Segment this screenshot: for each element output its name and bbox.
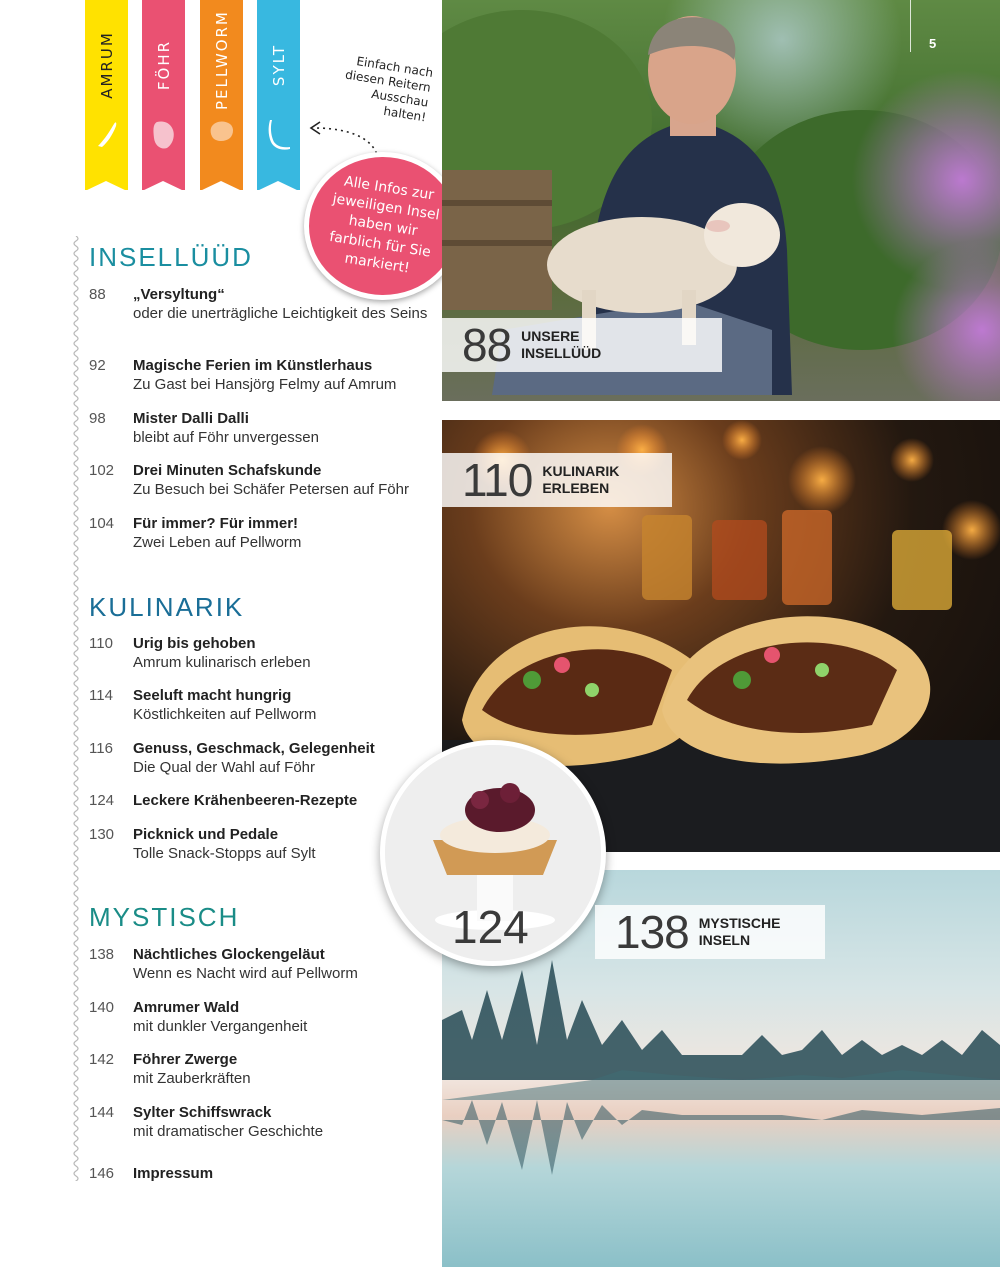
toc-entry-subtitle: Wenn es Nacht wird auf Pellworm <box>133 965 358 982</box>
toc-entry[interactable] <box>89 686 429 726</box>
toc-entry-subtitle: Zwei Leben auf Pellworm <box>133 534 302 551</box>
toc-entry-text <box>133 1103 433 1141</box>
toc-entry-title: Für immer? Für immer! <box>133 515 299 532</box>
toc-entry-title: Genuss, Geschmack, Gelegenheit <box>133 740 375 757</box>
mystisch-photo-label <box>595 905 825 959</box>
kulinarik-photo-label <box>442 453 672 507</box>
tab-pellworm-label: PELLWORM <box>212 10 231 110</box>
toc-entry-text <box>133 409 433 447</box>
toc-entry-title: Sylter Schiffswrack <box>133 1104 272 1121</box>
toc-entry-title: Leckere Krähenbeeren-Rezepte <box>133 792 358 809</box>
toc-entry-page-number: 88 <box>89 286 106 303</box>
mystisch-photo-label-text: MYSTISCHE INSELN <box>698 915 781 948</box>
toc-entry-subtitle: mit dunkler Vergangenheit <box>133 1018 308 1035</box>
pellworm-island-icon <box>208 118 236 144</box>
section-title-insellueued: INSELLÜÜD <box>89 242 253 272</box>
tab-amrum <box>85 0 128 190</box>
toc-entry-title: „Versyltung“ <box>133 286 225 303</box>
toc-entry-subtitle: Köstlichkeiten auf Pellworm <box>133 706 317 723</box>
toc-entry-page-number: 98 <box>89 410 106 427</box>
toc-entry-text <box>133 1050 433 1088</box>
toc-entry[interactable] <box>89 1050 429 1090</box>
toc-entry-subtitle: Zu Besuch bei Schäfer Petersen auf Föhr <box>133 481 409 498</box>
tab-sylt-label: SYLT <box>269 43 288 87</box>
info-circle-text: Alle Infos zur jeweiligen Insel haben wir farblich für Sie markiert! <box>328 172 441 277</box>
toc-entry-page-number: 110 <box>89 635 113 652</box>
toc-entry-title: Föhrer Zwerge <box>133 1051 238 1068</box>
toc-entry-subtitle: Tolle Snack-Stopps auf Sylt <box>133 845 316 862</box>
toc-entry[interactable] <box>89 285 429 325</box>
toc-entry-page-number: 104 <box>89 515 115 532</box>
wavy-divider <box>71 236 81 1181</box>
insellueued-photo-label <box>442 318 722 372</box>
tab-sylt <box>257 0 300 190</box>
toc-entry-text <box>133 945 433 983</box>
toc-entry-page-number: 140 <box>89 999 115 1016</box>
toc-entry-title: Mister Dalli Dalli <box>133 410 249 427</box>
amrum-island-icon <box>94 118 120 148</box>
page-number: 5 <box>929 36 937 51</box>
toc-entry-title: Drei Minuten Schafskunde <box>133 462 322 479</box>
toc-entry[interactable] <box>89 409 429 449</box>
toc-entry-page-number: 124 <box>89 792 115 809</box>
toc-entry-text <box>133 634 433 672</box>
kulinarik-photo-page-number: 110 <box>462 454 533 506</box>
kulinarik-photo-label-text: KULINARIK ERLEBEN <box>542 463 620 496</box>
insellueued-photo-label-text: UNSERE INSELLÜÜD <box>521 328 602 361</box>
tab-hint-note: Einfach nach diesen Reitern Ausschau halten! <box>344 54 435 125</box>
section-title-mystisch: MYSTISCH <box>89 902 240 932</box>
toc-entry-text <box>133 791 433 810</box>
foehr-island-icon <box>151 118 177 152</box>
toc-entry-text <box>133 686 433 724</box>
toc-entry[interactable] <box>89 739 429 779</box>
toc-entry[interactable] <box>89 461 429 501</box>
toc-entry-text <box>133 998 433 1036</box>
toc-entry-title: Nächtliches Glockengeläut <box>133 946 325 963</box>
toc-entry-title: Seeluft macht hungrig <box>133 687 292 704</box>
toc-entry-subtitle: mit Zauberkräften <box>133 1070 251 1087</box>
toc-entry[interactable] <box>89 998 429 1038</box>
insellueued-photo-page-number: 88 <box>462 319 512 371</box>
toc-entry[interactable] <box>89 634 429 674</box>
toc-entry-subtitle: Die Qual der Wahl auf Föhr <box>133 759 316 776</box>
toc-entry-text <box>133 356 433 394</box>
page-number-rule <box>910 0 911 52</box>
toc-entry-title: Picknick und Pedale <box>133 826 279 843</box>
sylt-island-icon <box>264 118 294 152</box>
toc-entry-page-number: 142 <box>89 1051 115 1068</box>
toc-entry-text <box>133 739 433 777</box>
toc-entry-page-number: 114 <box>89 687 113 704</box>
toc-entry[interactable] <box>89 825 429 865</box>
toc-entry[interactable] <box>89 1164 429 1184</box>
toc-entry[interactable] <box>89 1103 429 1143</box>
toc-entry-text <box>133 1164 433 1183</box>
toc-entry-subtitle: Amrum kulinarisch erleben <box>133 654 311 671</box>
toc-entry-title: Magische Ferien im Künstlerhaus <box>133 357 373 374</box>
toc-entry-page-number: 144 <box>89 1104 115 1121</box>
toc-entry-text <box>133 461 433 499</box>
toc-entry-subtitle: Zu Gast bei Hansjörg Felmy auf Amrum <box>133 376 397 393</box>
tab-foehr-label: FÖHR <box>154 39 173 91</box>
toc-entry-title: Amrumer Wald <box>133 999 240 1016</box>
toc-entry-page-number: 146 <box>89 1165 115 1182</box>
toc-entry-title: Impressum <box>133 1165 214 1182</box>
tab-amrum-label: AMRUM <box>97 31 116 99</box>
toc-entry-page-number: 92 <box>89 357 106 374</box>
toc-entry-page-number: 130 <box>89 826 115 843</box>
cake-photo-page-number: 124 <box>452 901 529 953</box>
toc-entry-page-number: 102 <box>89 462 115 479</box>
toc-entry[interactable] <box>89 791 429 811</box>
toc-entry-page-number: 116 <box>89 740 113 757</box>
toc-entry-title: Urig bis gehoben <box>133 635 256 652</box>
toc-entry-text <box>133 514 433 552</box>
toc-entry-text <box>133 285 433 323</box>
mystisch-photo-page-number: 138 <box>615 906 689 958</box>
toc-entry-subtitle: oder die unerträgliche Leichtigkeit des Seins <box>133 305 428 322</box>
toc-entry[interactable] <box>89 945 429 985</box>
toc-entry-subtitle: bleibt auf Föhr unvergessen <box>133 429 319 446</box>
info-circle-badge <box>304 152 462 300</box>
section-title-kulinarik: KULINARIK <box>89 592 245 622</box>
toc-entry-page-number: 138 <box>89 946 115 963</box>
toc-entry[interactable] <box>89 514 429 554</box>
toc-entry-subtitle: mit dramatischer Geschichte <box>133 1123 324 1140</box>
toc-entry[interactable] <box>89 356 429 396</box>
tab-foehr <box>142 0 185 190</box>
tab-pellworm <box>200 0 243 190</box>
